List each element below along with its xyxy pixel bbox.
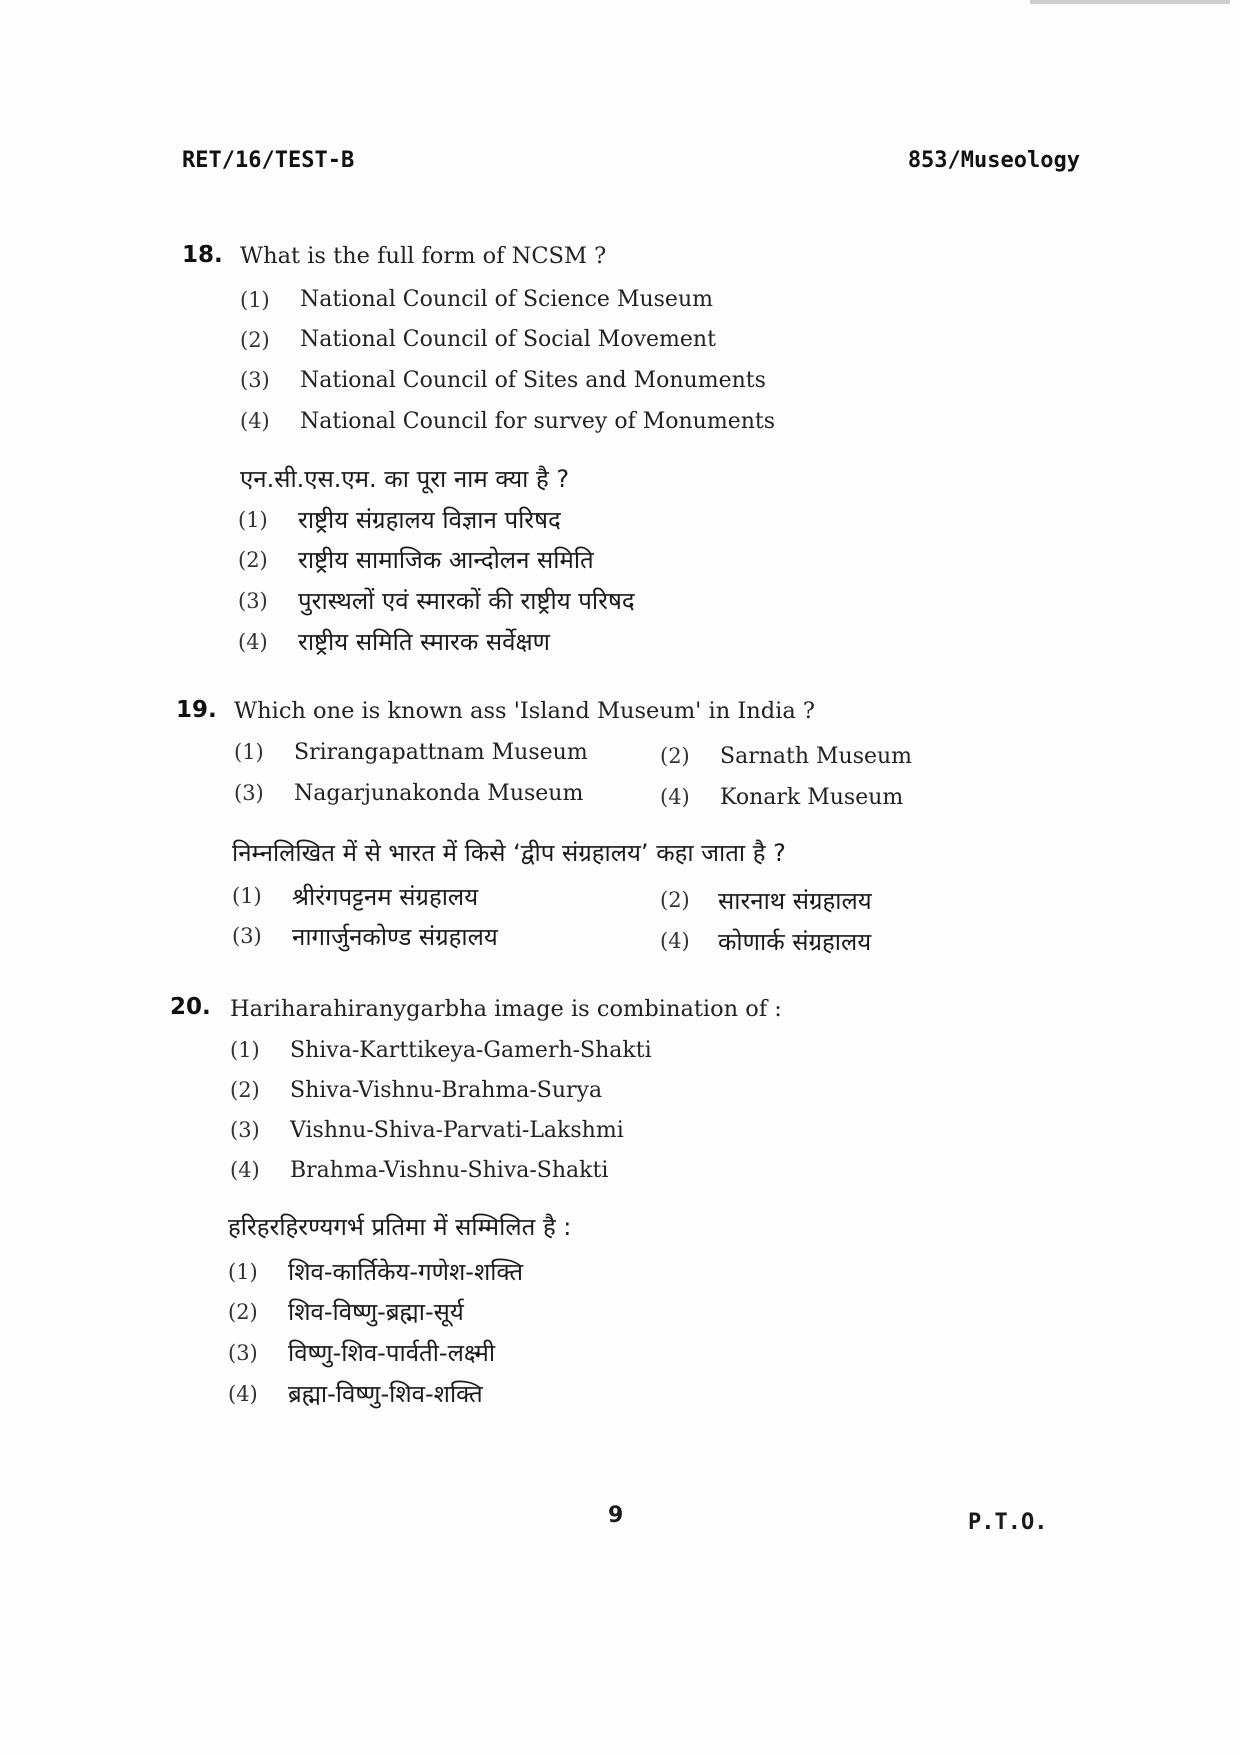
q18-hindi-option-2-number: (2) <box>238 548 268 572</box>
q19-hindi-option-1-number: (1) <box>232 884 262 908</box>
q19-hindi-option-2-text: सारनाथ संग्रहालय <box>718 887 872 915</box>
q18-option-3-number: (3) <box>240 368 270 392</box>
page-number: 9 <box>608 1503 624 1528</box>
question-18-hindi-text: एन.सी.एस.एम. का पूरा नाम क्या है ? <box>240 465 570 493</box>
q18-hindi-option-1-number: (1) <box>238 508 268 532</box>
q20-option-3-text: Vishnu-Shiva-Parvati-Lakshmi <box>290 1118 624 1143</box>
q19-hindi-option-1-text: श्रीरंगपट्टनम संग्रहालय <box>292 883 479 911</box>
q20-hindi-option-4-text: ब्रह्मा-विष्णु-शिव-शक्ति <box>288 1380 483 1408</box>
q19-option-1-text: Srirangapattnam Museum <box>294 740 588 765</box>
q19-option-1-number: (1) <box>234 740 264 764</box>
subject-code: 853/Museology <box>907 148 1080 173</box>
paper-code: RET/16/TEST-B <box>182 148 355 173</box>
q18-option-1-number: (1) <box>240 288 270 312</box>
q19-option-3-text: Nagarjunakonda Museum <box>294 781 584 806</box>
q20-option-2-number: (2) <box>230 1078 260 1102</box>
q20-option-1-number: (1) <box>230 1038 260 1062</box>
q20-option-1-text: Shiva-Karttikeya-Gamerh-Shakti <box>290 1038 652 1063</box>
q20-option-4-number: (4) <box>230 1158 260 1182</box>
q20-hindi-option-1-number: (1) <box>228 1260 258 1284</box>
q20-hindi-option-1-text: शिव-कार्तिकेय-गणेश-शक्ति <box>288 1258 524 1286</box>
q19-option-3-number: (3) <box>234 781 264 805</box>
q19-hindi-option-2-number: (2) <box>660 888 690 912</box>
q20-hindi-option-2-text: शिव-विष्णु-ब्रह्मा-सूर्य <box>288 1298 464 1326</box>
q19-option-2-number: (2) <box>660 744 690 768</box>
q18-hindi-option-3-number: (3) <box>238 589 268 613</box>
q18-option-2-number: (2) <box>240 328 270 352</box>
q19-option-4-text: Konark Museum <box>720 785 904 810</box>
q20-option-2-text: Shiva-Vishnu-Brahma-Surya <box>290 1078 603 1103</box>
question-19-hindi-text: निम्नलिखित में से भारत में किसे ‘द्वीप संग्रहालय’ कहा जाता है ? <box>232 839 786 867</box>
question-18-text: What is the full form of NCSM ? <box>240 243 607 269</box>
q20-hindi-option-4-number: (4) <box>228 1382 258 1406</box>
q20-option-4-text: Brahma-Vishnu-Shiva-Shakti <box>290 1158 609 1183</box>
q18-option-4-text: National Council for survey of Monuments <box>300 409 776 434</box>
q18-hindi-option-3-text: पुरास्थलों एवं स्मारकों की राष्ट्रीय परिषद <box>298 587 635 615</box>
q20-hindi-option-2-number: (2) <box>228 1300 258 1324</box>
question-18-number: 18. <box>182 242 223 268</box>
question-20-text: Hariharahiranygarbha image is combination of : <box>230 996 782 1022</box>
q18-hindi-option-4-text: राष्ट्रीय समिति स्मारक सर्वेक्षण <box>298 628 551 656</box>
q20-hindi-option-3-text: विष्णु-शिव-पार्वती-लक्ष्मी <box>288 1339 496 1367</box>
q19-option-4-number: (4) <box>660 785 690 809</box>
please-turn-over: P.T.O. <box>968 1510 1048 1535</box>
q18-option-4-number: (4) <box>240 409 270 433</box>
question-19-text: Which one is known ass 'Island Museum' in India ? <box>234 698 815 724</box>
q19-hindi-option-4-number: (4) <box>660 929 690 953</box>
q18-hindi-option-2-text: राष्ट्रीय सामाजिक आन्दोलन समिति <box>298 546 594 574</box>
q19-hindi-option-3-number: (3) <box>232 924 262 948</box>
q18-option-3-text: National Council of Sites and Monuments <box>300 368 766 393</box>
q18-hindi-option-4-number: (4) <box>238 630 268 654</box>
q19-hindi-option-4-text: कोणार्क संग्रहालय <box>718 928 872 956</box>
question-20-number: 20. <box>170 994 211 1020</box>
q18-option-1-text: National Council of Science Museum <box>300 287 713 312</box>
q19-hindi-option-3-text: नागार्जुनकोण्ड संग्रहालय <box>292 923 498 951</box>
q20-option-3-number: (3) <box>230 1118 260 1142</box>
q19-option-2-text: Sarnath Museum <box>720 744 913 769</box>
q20-hindi-option-3-number: (3) <box>228 1341 258 1365</box>
scan-edge-mark <box>1030 0 1230 4</box>
question-20-hindi-text: हरिहरहिरण्यगर्भ प्रतिमा में सम्मिलित है : <box>228 1213 572 1241</box>
q18-hindi-option-1-text: राष्ट्रीय संग्रहालय विज्ञान परिषद <box>298 506 561 534</box>
q18-option-2-text: National Council of Social Movement <box>300 327 716 352</box>
question-19-number: 19. <box>176 697 217 723</box>
